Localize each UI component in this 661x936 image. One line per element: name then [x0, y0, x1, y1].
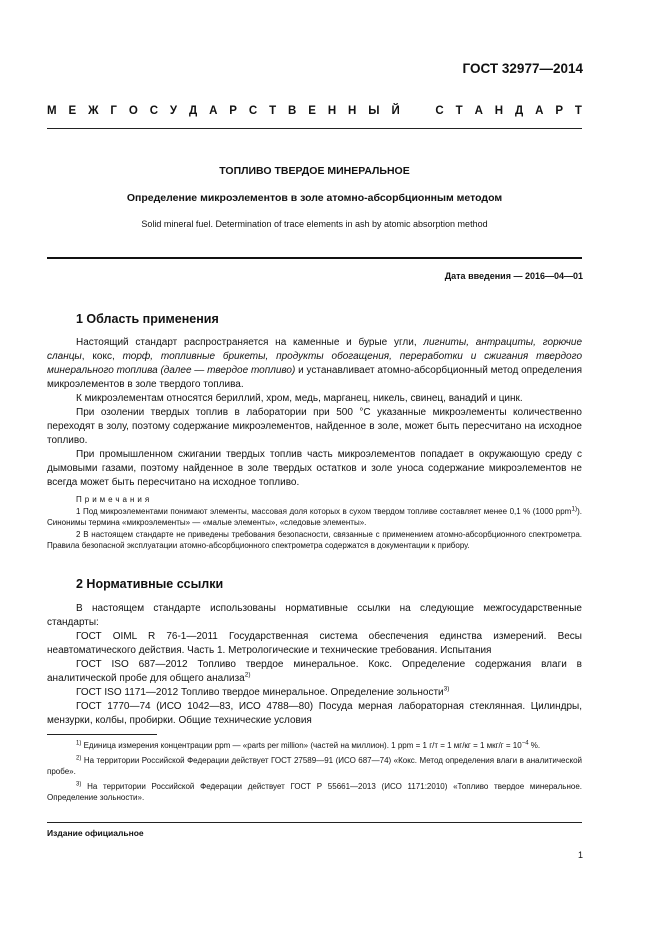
interstate-letter: Е [68, 105, 77, 117]
scope-paragraph: При промышленном сжигании твердых топлив часть микроэлементов попадает в окружающую среду с дымовыми газами, поэтому найденное в золе твердых остатков и золе уноса содержание микроэлементов не всегда может быть пересчитано на исходное топливо. [47, 449, 582, 488]
references-body [47, 602, 582, 728]
document-title-english: Solid mineral fuel. Determination of trace elements in ash by atomic absorption method [141, 219, 488, 229]
interstate-standard-label [47, 105, 582, 117]
interstate-letter: Т [269, 105, 277, 117]
edition-divider [47, 822, 582, 823]
page-number: 1 [577, 850, 583, 860]
section-heading-references: 2 Нормативные ссылки [76, 577, 224, 591]
interstate-letter: С [248, 105, 258, 117]
title-divider [47, 257, 582, 259]
interstate-letter: С [149, 105, 158, 117]
interstate-letter: Н [348, 105, 357, 117]
interstate-letter: Ж [88, 105, 99, 117]
document-subtitle: Определение микроэлементов в золе атомно-абсорбционным методом [126, 192, 503, 204]
footnote-divider [47, 734, 157, 735]
scope-paragraph: Настоящий стандарт распространяется на каменные и бурые угли, лигниты, антрациты, горючие сланцы, кокс, торф, топливные брикеты, продукты обогащения, переработки и сжигания твердого минерального топлива (далее — твердое топливо) и устанавливает атомно-абсорбционный метод определения микроэлементов в золе твердого топлива. [47, 337, 583, 390]
references-paragraph: В настоящем стандарте использованы нормативные ссылки на следующие межгосударственные стандарты: [47, 603, 582, 628]
notes-block [47, 494, 582, 552]
scope-paragraph: К микроэлементам относятся бериллий, хром, медь, марганец, никель, свинец, ванадий и цинк. [76, 393, 523, 404]
note-item: 2 В настоящем стандарте не приведены требования безопасности, связанные с применением атомно-абсорбционного спектрометра. Правила безопасной эксплуатации атомно-абсорбционного спектрометра содержатся в документации к прибору. [47, 529, 582, 550]
note-item: 1 Под микроэлементами понимают элементы, массовая доля которых в сухом твердом топливе составляет менее 0,1 % (1000 ppm$^{1)}$). Синонимы термина «микроэлементы» — «малые элементы», «следовые элементы». [47, 504, 582, 527]
interstate-letter: А [209, 105, 218, 117]
footnotes [47, 740, 582, 807]
interstate-letter: Г [110, 105, 117, 117]
interstate-letter: Т [455, 105, 463, 117]
reference-item: ГОСТ ISO 687—2012 Топливо твердое минеральное. Кокс. Определение содержания влаги в аналитической пробе для общего анализа$^{2)}$ [47, 659, 582, 684]
interstate-letter: С [435, 105, 444, 117]
footnote-item: $^{2)}$ На территории Российской Федерации действует ГОСТ 27589—91 (ИСО 687—74) «Кокс. Метод определения влаги в аналитической пробе». [47, 754, 582, 776]
interstate-letter: Й [391, 105, 400, 117]
reference-item: ГОСТ 1770—74 (ИСО 1042—83, ИСО 4788—80) Посуда мерная лабораторная стеклянная. Цилиндры, мензурки, колбы, пробирки. Общие технические условия [47, 701, 582, 726]
gost-number: ГОСТ 32977—2014 [462, 61, 583, 76]
interstate-letter: Ы [368, 105, 380, 117]
document-title: ТОПЛИВО ТВЕРДОЕ МИНЕРАЛЬНОЕ [219, 165, 410, 177]
interstate-letter: Н [494, 105, 504, 117]
interstate-letter: Е [308, 105, 316, 117]
interstate-letter: А [474, 105, 483, 117]
official-edition-label: Издание официальное [47, 828, 144, 838]
interstate-letter: Т [574, 105, 582, 117]
interstate-letter: В [288, 105, 297, 117]
scope-paragraph: При озолении твердых топлив в лаборатории при 500 °С указанные микроэлементы количественно переходят в золу, поэтому содержание микроэлементов, найденное в золе, может быть пересчитано на исходное топливо. [47, 407, 582, 446]
footnote-item: $^{1)}$ Единица измерения концентрации ppm — «parts per million» (частей на миллион). 1 ppm = 1 г/т = 1 мг/кг = 1 $мкг/г = 10^{-4}$ %. [76, 740, 541, 750]
scope-body [47, 336, 582, 490]
interstate-letter: А [535, 105, 544, 117]
reference-item: ГОСТ ISO 1171—2012 Топливо твердое минеральное. Определение зольности$^{3)}$ [76, 685, 450, 698]
footnote-item: $^{3)}$ На территории Российской Федерации действует ГОСТ Р 55661—2013 (ИСО 1171:2010) «Топливо твердое минеральное. Определение зольности». [47, 780, 582, 802]
header-divider [47, 128, 582, 129]
interstate-letter: М [47, 105, 57, 117]
interstate-letter: У [169, 105, 178, 117]
interstate-letter: Р [555, 105, 564, 117]
reference-item: ГОСТ OIML R 76-1—2011 Государственная система обеспечения единства измерений. Весы неавтоматического действия. Часть 1. Метрологические и технические требования. Испытания [47, 631, 582, 656]
interstate-letter: Д [515, 105, 524, 117]
introduction-date: Дата введения — 2016—04—01 [444, 271, 583, 281]
interstate-letter: Д [188, 105, 198, 117]
section-heading-scope: 1 Область применения [76, 312, 219, 326]
interstate-letter: Н [327, 105, 337, 117]
interstate-letter: Р [229, 105, 237, 117]
interstate-letter: О [128, 105, 138, 117]
notes-heading: Примечания [76, 495, 153, 504]
